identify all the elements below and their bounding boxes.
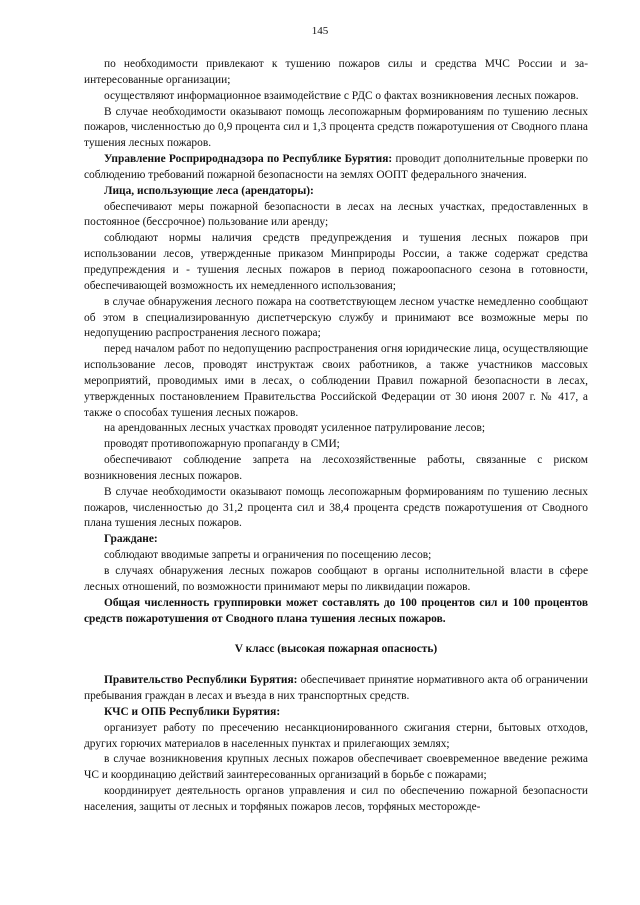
paragraph xyxy=(84,596,588,628)
paragraph xyxy=(84,721,588,753)
paragraph-bold-lead: Общая численность группировки может составлять до 100 процентов сил и 100 процентов средств пожаротушения от Сводного плана тушения лесных пожаров. xyxy=(84,596,588,625)
paragraph xyxy=(84,752,588,784)
paragraph-bold-lead: Управление Росприроднадзора по Республике Бурятия: xyxy=(104,153,393,166)
paragraph-text: соблюдают вводимые запреты и ограничения по посещению лесов; xyxy=(104,549,432,562)
paragraph-text: перед началом работ по недопущению распространения огня юридические лица, осуществляющие использование лесов, проводят инструктаж своих работников, а также участников массовых мероприятий, проводимых ими в лесах, о соблюдении Правил пожарной безопасности в лесах, утвержденных постановлением Правительства Российской Федерации от 30 июня 2007 г. № 417, а также о способах тушения лесных пожаров. xyxy=(84,343,588,419)
paragraph xyxy=(84,200,588,232)
spacer xyxy=(84,627,588,642)
paragraph-bold-lead: Лица, использующие леса (арендаторы): xyxy=(104,184,314,197)
paragraph-text: соблюдают нормы наличия средств предупреждения и тушения лесных пожаров при использовании лесов, утвержденные приказом Минприроды России, а также содержат средства предупреждения и - тушения лесных пожаров в период пожароопасного сезона в готовности, обеспечивающей возможность их немедленного использования; xyxy=(84,232,588,292)
paragraph xyxy=(84,57,588,89)
section-heading: V класс (высокая пожарная опасность) xyxy=(234,643,438,656)
paragraph xyxy=(84,421,588,437)
paragraph-text: осуществляют информационное взаимодействие с РДС о фактах возникновения лесных пожаров. xyxy=(104,89,579,102)
page-number: 145 xyxy=(311,25,329,37)
paragraph-text: в случае обнаружения лесного пожара на соответствующем лесном участке немедленно сообщают об этом в специализированную диспетчерскую службу и принимают все возможные меры по недопущению распространения лесного пожара; xyxy=(84,295,588,340)
paragraph-text: В случае необходимости оказывают помощь лесопожарным формированиям по тушению лесных пожаров, численностью до 31,2 процента сил и 38,4 процента средств пожаротушения от Сводного плана тушения лесных пожаров. xyxy=(84,485,588,530)
paragraph-text: обеспечивают меры пожарной безопасности в лесах на лесных участках, предоставленных в постоянное (бессрочное) пользование или аренду; xyxy=(84,200,588,229)
paragraph-text: обеспечивает принятие нормативного акта об ограничении пребывания граждан в лесах и въезда в них транспортных средств. xyxy=(84,674,588,703)
paragraph xyxy=(84,184,588,200)
paragraph-text: В случае необходимости оказывают помощь лесопожарным формированиям по тушению лесных пожаров, численностью до 0,9 процента сил и 1,3 процента средств пожаротушения от Сводного плана тушения лесных пожаров. xyxy=(84,105,588,150)
spacer xyxy=(84,658,588,673)
paragraph xyxy=(84,152,588,184)
paragraph xyxy=(84,784,588,816)
paragraph-text: обеспечивают соблюдение запрета на лесохозяйственные работы, связанные с риском возникновения лесных пожаров. xyxy=(84,454,588,482)
paragraph-text: организует работу по пресечению несанкционированного сжигания стерни, бытовых отходов, других горючих материалов в населенных пунктах и прилегающих землях; xyxy=(84,721,588,750)
paragraph-block-before-heading xyxy=(84,57,588,627)
paragraph-text: на арендованных лесных участках проводят усиленное патрулирование лесов; xyxy=(104,422,486,435)
paragraph xyxy=(84,705,588,721)
paragraph xyxy=(84,437,588,453)
paragraph xyxy=(84,564,588,596)
paragraph-block-after-heading xyxy=(84,673,588,816)
paragraph xyxy=(84,548,588,564)
paragraph-bold-lead: Правительство Республики Бурятия: xyxy=(104,674,298,687)
paragraph-text: по необходимости привлекают к тушению пожаров силы и средства МЧС России и заинтересованные организации; xyxy=(84,58,588,86)
paragraph xyxy=(84,673,588,705)
paragraph xyxy=(84,532,588,548)
paragraph xyxy=(84,453,588,485)
paragraph xyxy=(84,485,588,533)
paragraph xyxy=(84,89,588,105)
paragraph-text: проводят противопожарную пропаганду в СМИ; xyxy=(104,438,340,451)
paragraph xyxy=(84,295,588,343)
paragraph xyxy=(84,231,588,294)
paragraph xyxy=(84,342,588,421)
paragraph-bold-lead: Граждане: xyxy=(104,533,158,546)
paragraph xyxy=(84,105,588,153)
document-body xyxy=(84,57,588,816)
paragraph-text: в случаях обнаружения лесных пожаров сообщают в органы исполнительной власти в сфере лесных отношений, по возможности принимают меры по ликвидации пожаров. xyxy=(84,565,588,593)
paragraph-text: координирует деятельность органов управления и сил по обеспечению пожарной безопасности населения, защиты от лесных и торфяных пожаров лесов, торфяных месторожде- xyxy=(84,785,588,813)
paragraph-text: в случае возникновения крупных лесных пожаров обеспечивает своевременное введение режима ЧС и координацию действий заинтересованных организаций в борьбе с пожарами; xyxy=(84,753,588,782)
paragraph-bold-lead: КЧС и ОПБ Республики Бурятия: xyxy=(104,705,281,718)
paragraph-text: проводит дополнительные проверки по соблюдению требований пожарной безопасности на землях ООПТ федерального значения. xyxy=(84,153,588,181)
